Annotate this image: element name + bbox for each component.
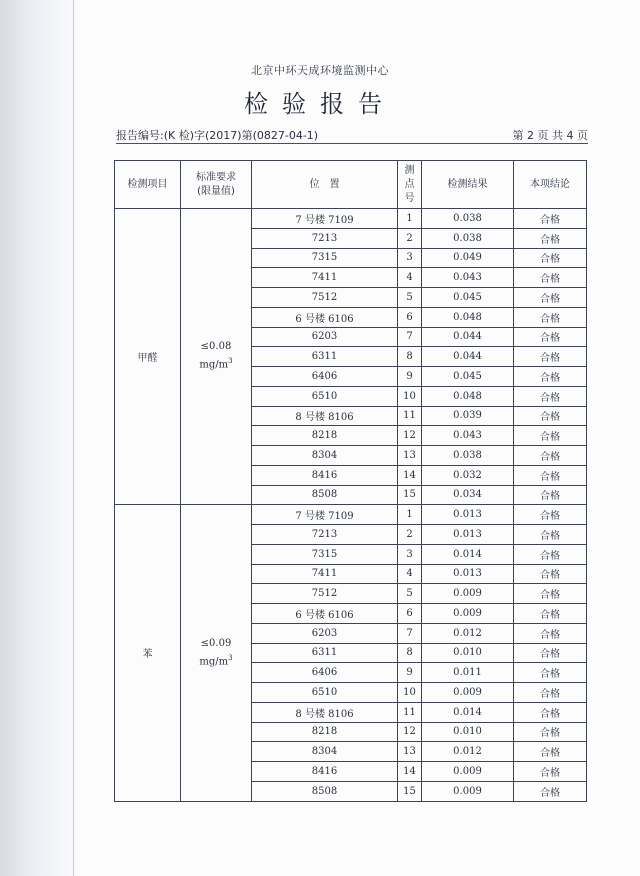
result-cell: 0.038: [422, 446, 514, 466]
point-number-cell: 9: [398, 367, 422, 387]
conclusion-cell: 合格: [514, 485, 587, 505]
point-number-cell: 9: [398, 663, 422, 683]
position-cell: 7315: [252, 544, 398, 564]
result-cell: 0.013: [422, 505, 514, 525]
point-number-cell: 3: [398, 544, 422, 564]
point-number-cell: 2: [398, 525, 422, 545]
conclusion-cell: 合格: [514, 604, 587, 624]
position-cell: 8218: [252, 722, 398, 742]
result-cell: 0.010: [422, 722, 514, 742]
result-cell: 0.009: [422, 604, 514, 624]
position-cell: 7411: [252, 268, 398, 288]
position-cell: 8304: [252, 742, 398, 762]
position-cell: 8218: [252, 426, 398, 446]
result-cell: 0.013: [422, 525, 514, 545]
report-number: 报告编号:(K 检)字(2017)第(0827-04-1): [116, 129, 319, 142]
header-point: [398, 161, 422, 209]
result-cell: 0.009: [422, 762, 514, 782]
conclusion-cell: 合格: [514, 525, 587, 545]
standard-unit: mg/m: [199, 656, 229, 668]
standard-limit-cell: [181, 209, 252, 505]
point-number-cell: 7: [398, 623, 422, 643]
position-cell: 6 号楼 6106: [252, 307, 398, 327]
header-point-text: 测 点 号: [404, 164, 415, 204]
position-cell: 8416: [252, 762, 398, 782]
conclusion-cell: 合格: [514, 426, 587, 446]
conclusion-cell: 合格: [514, 505, 587, 525]
conclusion-cell: 合格: [514, 584, 587, 604]
table-row: [115, 209, 587, 229]
position-cell: 6311: [252, 643, 398, 663]
position-cell: 6311: [252, 347, 398, 367]
position-cell: 7213: [252, 228, 398, 248]
standard-unit-exponent: 3: [228, 653, 233, 662]
point-number-cell: 8: [398, 643, 422, 663]
position-cell: 6510: [252, 683, 398, 703]
point-number-cell: 5: [398, 288, 422, 308]
position-cell: 7512: [252, 288, 398, 308]
results-table: [114, 160, 587, 802]
conclusion-cell: 合格: [514, 564, 587, 584]
point-number-cell: 15: [398, 781, 422, 801]
conclusion-cell: 合格: [514, 446, 587, 466]
result-cell: 0.045: [422, 367, 514, 387]
report-meta-line: [116, 127, 588, 144]
point-number-cell: 13: [398, 446, 422, 466]
position-cell: 8416: [252, 465, 398, 485]
organization-name: 北京中环天成环境监测中心: [251, 64, 389, 77]
result-cell: 0.034: [422, 485, 514, 505]
conclusion-cell: 合格: [514, 209, 587, 229]
header-standard-text: 标准要求 (限量值): [196, 171, 236, 197]
result-cell: 0.009: [422, 683, 514, 703]
point-number-cell: 4: [398, 564, 422, 584]
table-body: [115, 209, 587, 802]
point-number-cell: 3: [398, 248, 422, 268]
conclusion-cell: 合格: [514, 406, 587, 426]
standard-unit: mg/m: [199, 359, 229, 371]
point-number-cell: 14: [398, 762, 422, 782]
result-cell: 0.010: [422, 643, 514, 663]
position-cell: 6406: [252, 663, 398, 683]
header-standard: [181, 161, 252, 209]
result-cell: 0.048: [422, 386, 514, 406]
conclusion-cell: 合格: [514, 268, 587, 288]
position-cell: 8 号楼 8106: [252, 702, 398, 722]
standard-limit-value: ≤0.08: [200, 341, 232, 353]
result-cell: 0.044: [422, 327, 514, 347]
point-number-cell: 11: [398, 702, 422, 722]
result-cell: 0.044: [422, 347, 514, 367]
position-cell: 7411: [252, 564, 398, 584]
position-cell: 6 号楼 6106: [252, 604, 398, 624]
conclusion-cell: 合格: [514, 544, 587, 564]
point-number-cell: 7: [398, 327, 422, 347]
point-number-cell: 1: [398, 505, 422, 525]
result-cell: 0.045: [422, 288, 514, 308]
position-cell: 8508: [252, 485, 398, 505]
conclusion-cell: 合格: [514, 347, 587, 367]
result-cell: 0.009: [422, 584, 514, 604]
result-cell: 0.011: [422, 663, 514, 683]
position-cell: 8508: [252, 781, 398, 801]
result-cell: 0.048: [422, 307, 514, 327]
result-cell: 0.013: [422, 564, 514, 584]
point-number-cell: 6: [398, 604, 422, 624]
result-cell: 0.038: [422, 209, 514, 229]
conclusion-cell: 合格: [514, 465, 587, 485]
position-cell: 6406: [252, 367, 398, 387]
point-number-cell: 12: [398, 722, 422, 742]
conclusion-cell: 合格: [514, 742, 587, 762]
conclusion-cell: 合格: [514, 781, 587, 801]
position-cell: 7315: [252, 248, 398, 268]
result-cell: 0.012: [422, 742, 514, 762]
position-cell: 8 号楼 8106: [252, 406, 398, 426]
standard-limit-cell: [181, 505, 252, 801]
position-cell: 6203: [252, 623, 398, 643]
conclusion-cell: 合格: [514, 228, 587, 248]
result-cell: 0.012: [422, 623, 514, 643]
point-number-cell: 4: [398, 268, 422, 288]
result-cell: 0.043: [422, 426, 514, 446]
point-number-cell: 10: [398, 386, 422, 406]
header-result: 检测结果: [422, 161, 514, 209]
conclusion-cell: 合格: [514, 327, 587, 347]
result-cell: 0.043: [422, 268, 514, 288]
position-cell: 7213: [252, 525, 398, 545]
point-number-cell: 11: [398, 406, 422, 426]
conclusion-cell: 合格: [514, 702, 587, 722]
point-number-cell: 13: [398, 742, 422, 762]
point-number-cell: 6: [398, 307, 422, 327]
standard-limit-value: ≤0.09: [200, 637, 232, 649]
standard-unit-exponent: 3: [228, 357, 233, 366]
conclusion-cell: 合格: [514, 386, 587, 406]
position-cell: 7 号楼 7109: [252, 505, 398, 525]
header-conclusion: 本项结论: [514, 161, 587, 209]
table-row: [115, 505, 587, 525]
results-table-wrapper: [114, 160, 586, 802]
result-cell: 0.032: [422, 465, 514, 485]
conclusion-cell: 合格: [514, 248, 587, 268]
conclusion-cell: 合格: [514, 762, 587, 782]
result-cell: 0.014: [422, 702, 514, 722]
result-cell: 0.009: [422, 781, 514, 801]
header-item: 检测项目: [115, 161, 181, 209]
position-cell: 6203: [252, 327, 398, 347]
test-item-cell: 甲醛: [115, 209, 181, 505]
test-item-cell: 苯: [115, 505, 181, 801]
report-title: 检验报告: [244, 90, 396, 118]
page-indicator: 第 2 页 共 4 页: [512, 129, 588, 142]
position-cell: 8304: [252, 446, 398, 466]
conclusion-cell: 合格: [514, 623, 587, 643]
point-number-cell: 8: [398, 347, 422, 367]
conclusion-cell: 合格: [514, 643, 587, 663]
table-header-row: [115, 161, 587, 209]
conclusion-cell: 合格: [514, 307, 587, 327]
result-cell: 0.049: [422, 248, 514, 268]
conclusion-cell: 合格: [514, 663, 587, 683]
point-number-cell: 15: [398, 485, 422, 505]
result-cell: 0.038: [422, 228, 514, 248]
point-number-cell: 2: [398, 228, 422, 248]
conclusion-cell: 合格: [514, 288, 587, 308]
position-cell: 7512: [252, 584, 398, 604]
conclusion-cell: 合格: [514, 683, 587, 703]
point-number-cell: 1: [398, 209, 422, 229]
header-position: 位 置: [252, 161, 398, 209]
point-number-cell: 5: [398, 584, 422, 604]
position-cell: 6510: [252, 386, 398, 406]
conclusion-cell: 合格: [514, 367, 587, 387]
position-cell: 7 号楼 7109: [252, 209, 398, 229]
point-number-cell: 10: [398, 683, 422, 703]
result-cell: 0.039: [422, 406, 514, 426]
point-number-cell: 14: [398, 465, 422, 485]
conclusion-cell: 合格: [514, 722, 587, 742]
point-number-cell: 12: [398, 426, 422, 446]
result-cell: 0.014: [422, 544, 514, 564]
